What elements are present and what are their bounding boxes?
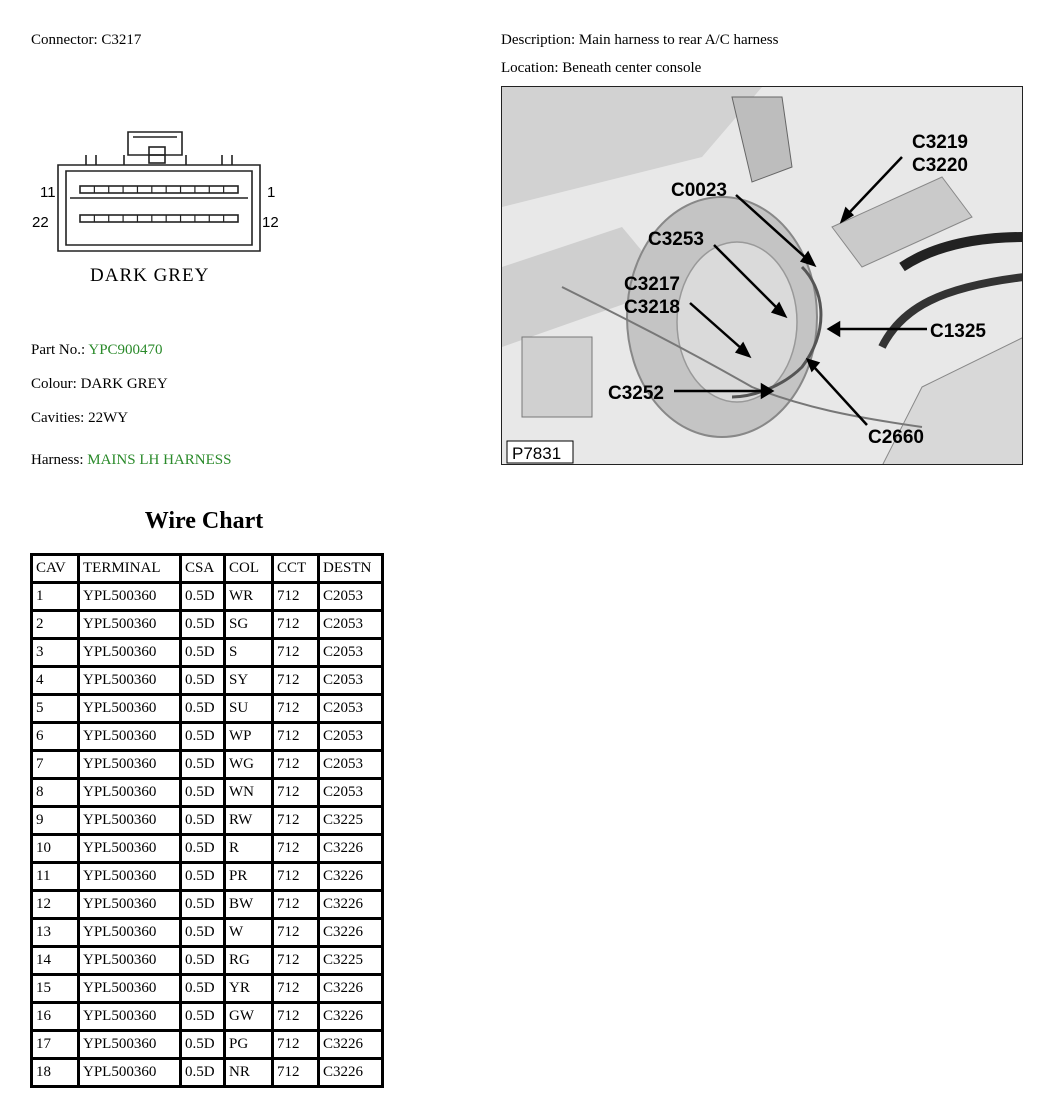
cell-csa: 0.5D bbox=[182, 892, 226, 920]
cell-cct: 712 bbox=[274, 864, 320, 892]
cell-csa: 0.5D bbox=[182, 696, 226, 724]
table-row bbox=[33, 668, 381, 696]
cell-destn: C3226 bbox=[320, 892, 381, 920]
cell-terminal: YPL500360 bbox=[80, 640, 182, 668]
cell-col: WG bbox=[226, 752, 274, 780]
cell-csa: 0.5D bbox=[182, 780, 226, 808]
location-line bbox=[501, 60, 701, 77]
cell-col: SY bbox=[226, 668, 274, 696]
cell-terminal: YPL500360 bbox=[80, 1032, 182, 1060]
cell-cav: 13 bbox=[33, 920, 80, 948]
cell-cct: 712 bbox=[274, 640, 320, 668]
cell-csa: 0.5D bbox=[182, 752, 226, 780]
callout-c3253: C3253 bbox=[648, 229, 704, 250]
cell-cav: 8 bbox=[33, 780, 80, 808]
cell-cct: 712 bbox=[274, 612, 320, 640]
pin-label-22: 22 bbox=[32, 214, 49, 231]
callout-c3219: C3219 bbox=[912, 132, 968, 153]
cell-terminal: YPL500360 bbox=[80, 752, 182, 780]
cell-csa: 0.5D bbox=[182, 1032, 226, 1060]
cell-terminal: YPL500360 bbox=[80, 612, 182, 640]
cell-col: S bbox=[226, 640, 274, 668]
table-row bbox=[33, 1032, 381, 1060]
table-row bbox=[33, 948, 381, 976]
cell-cav: 3 bbox=[33, 640, 80, 668]
cell-col: YR bbox=[226, 976, 274, 1004]
cell-terminal: YPL500360 bbox=[80, 948, 182, 976]
part-no-line bbox=[31, 342, 163, 359]
cell-cct: 712 bbox=[274, 836, 320, 864]
connector-line bbox=[31, 32, 141, 49]
connector-body bbox=[58, 165, 260, 251]
cell-cav: 10 bbox=[33, 836, 80, 864]
cell-csa: 0.5D bbox=[182, 1060, 226, 1085]
harness-link[interactable]: MAINS LH HARNESS bbox=[87, 452, 232, 468]
cell-col: WN bbox=[226, 780, 274, 808]
cavities-line bbox=[31, 410, 128, 427]
table-row bbox=[33, 724, 381, 752]
cell-destn: C3226 bbox=[320, 920, 381, 948]
cell-csa: 0.5D bbox=[182, 976, 226, 1004]
cell-terminal: YPL500360 bbox=[80, 696, 182, 724]
callout-c3218: C3218 bbox=[624, 297, 680, 318]
cavities-value: 22WY bbox=[88, 410, 129, 426]
cell-col: RG bbox=[226, 948, 274, 976]
cell-destn: C3226 bbox=[323, 1064, 364, 1080]
location-photo bbox=[501, 86, 1023, 465]
cell-cct: 712 bbox=[274, 752, 320, 780]
header-cct: CCT bbox=[274, 556, 320, 584]
table-row bbox=[33, 584, 381, 612]
cell-csa: 0.5D bbox=[182, 948, 226, 976]
cell-csa: 0.5D bbox=[182, 584, 226, 612]
cell-cav: 9 bbox=[33, 808, 80, 836]
cell-col: NR bbox=[226, 1060, 274, 1085]
table-row bbox=[33, 612, 381, 640]
cell-terminal: YPL500360 bbox=[80, 864, 182, 892]
cell-destn: C3226 bbox=[320, 864, 381, 892]
cell-destn: C3225 bbox=[320, 808, 381, 836]
callout-c1325: C1325 bbox=[930, 321, 986, 342]
wire-chart-table bbox=[30, 553, 384, 1088]
cell-cct: 712 bbox=[274, 1032, 320, 1060]
callout-c0023: C0023 bbox=[671, 180, 727, 201]
cell-destn: C2053 bbox=[320, 752, 381, 780]
location-label: Location: bbox=[501, 60, 559, 76]
cell-col: W bbox=[226, 920, 274, 948]
cell-destn: C2053 bbox=[320, 612, 381, 640]
cell-col: PR bbox=[226, 864, 274, 892]
cell-cct: 712 bbox=[274, 948, 320, 976]
header-csa: CSA bbox=[182, 556, 226, 584]
cell-csa: 0.5D bbox=[182, 808, 226, 836]
cell-cav: 11 bbox=[33, 864, 80, 892]
colour-value: DARK GREY bbox=[80, 376, 168, 392]
cell-terminal: YPL500360 bbox=[80, 976, 182, 1004]
cell-terminal: YPL500360 bbox=[80, 668, 182, 696]
cell-terminal: YPL500360 bbox=[80, 1060, 182, 1085]
description-line bbox=[501, 32, 778, 49]
cell-cct: 712 bbox=[274, 892, 320, 920]
cell-terminal: YPL500360 bbox=[80, 780, 182, 808]
cell-csa: 0.5D bbox=[182, 668, 226, 696]
cell-cct: 712 bbox=[274, 584, 320, 612]
connector-latch bbox=[128, 132, 182, 155]
table-row bbox=[33, 976, 381, 1004]
cell-destn: C2053 bbox=[320, 780, 381, 808]
cell-destn: C3225 bbox=[320, 948, 381, 976]
cell-cav: 7 bbox=[33, 752, 80, 780]
diagram-colour-text: DARK GREY bbox=[90, 265, 210, 286]
cell-col: RW bbox=[226, 808, 274, 836]
colour-label: Colour: bbox=[31, 376, 77, 392]
header-terminal: TERMINAL bbox=[80, 556, 182, 584]
cell-col: WP bbox=[226, 724, 274, 752]
table-row bbox=[33, 892, 381, 920]
cell-destn: C3226 bbox=[320, 976, 381, 1004]
cell-destn: C2053 bbox=[320, 724, 381, 752]
connector-face-diagram bbox=[30, 125, 290, 290]
table-row bbox=[33, 1004, 381, 1032]
cell-cav: 2 bbox=[33, 612, 80, 640]
cell-col: WR bbox=[226, 584, 274, 612]
cell-destn: C2053 bbox=[320, 584, 381, 612]
cell-cav: 16 bbox=[33, 1004, 80, 1032]
description-value: Main harness to rear A/C harness bbox=[578, 32, 779, 48]
cell-cav: 6 bbox=[33, 724, 80, 752]
cell-cav: 17 bbox=[33, 1032, 80, 1060]
callout-c3252: C3252 bbox=[608, 383, 664, 404]
pin-label-11: 11 bbox=[40, 184, 56, 201]
cell-terminal: YPL500360 bbox=[80, 836, 182, 864]
table-row bbox=[33, 1060, 381, 1085]
pin-row-top bbox=[80, 186, 238, 193]
location-photo-illustration bbox=[502, 87, 1023, 465]
cell-csa: 0.5D bbox=[182, 836, 226, 864]
cell-cct: 712 bbox=[274, 1060, 320, 1085]
cell-cct: 712 bbox=[274, 668, 320, 696]
cell-csa: 0.5D bbox=[182, 612, 226, 640]
callout-c2660: C2660 bbox=[868, 427, 924, 448]
cell-cct: 712 bbox=[274, 780, 320, 808]
cell-csa: 0.5D bbox=[182, 724, 226, 752]
cell-col: SU bbox=[226, 696, 274, 724]
cell-destn: C2053 bbox=[320, 640, 381, 668]
cell-destn: C3226 bbox=[320, 1032, 381, 1060]
cell-terminal: YPL500360 bbox=[80, 920, 182, 948]
callout-c3217: C3217 bbox=[624, 274, 680, 295]
cell-terminal: YPL500360 bbox=[80, 808, 182, 836]
table-row bbox=[33, 836, 381, 864]
cell-cav: 14 bbox=[33, 948, 80, 976]
cell-col: SG bbox=[226, 612, 274, 640]
pin-label-12: 12 bbox=[262, 214, 279, 231]
table-row bbox=[33, 920, 381, 948]
pin-row-bottom bbox=[80, 215, 238, 222]
harness-line bbox=[31, 452, 231, 469]
table-row bbox=[33, 640, 381, 668]
cell-col: R bbox=[226, 836, 274, 864]
header-destn: DESTN bbox=[320, 556, 381, 584]
cavities-label: Cavities: bbox=[31, 410, 85, 426]
table-row bbox=[33, 752, 381, 780]
cell-destn: C3226 bbox=[320, 836, 381, 864]
cell-csa: 0.5D bbox=[182, 1004, 226, 1032]
cell-cav: 12 bbox=[33, 892, 80, 920]
cell-cct: 712 bbox=[274, 920, 320, 948]
cell-csa: 0.5D bbox=[182, 640, 226, 668]
cell-cav: 1 bbox=[33, 584, 80, 612]
cell-cav: 18 bbox=[33, 1060, 80, 1085]
cell-csa: 0.5D bbox=[182, 864, 226, 892]
harness-label: Harness: bbox=[31, 452, 84, 468]
cell-terminal: YPL500360 bbox=[80, 892, 182, 920]
cell-terminal: YPL500360 bbox=[80, 584, 182, 612]
table-row bbox=[33, 808, 381, 836]
connector-id: C3217 bbox=[101, 32, 142, 48]
wire-chart-body bbox=[33, 584, 381, 1085]
table-row bbox=[33, 696, 381, 724]
cell-destn: C2053 bbox=[320, 668, 381, 696]
colour-line bbox=[31, 376, 168, 393]
connector-label: Connector: bbox=[31, 32, 98, 48]
cell-cct: 712 bbox=[274, 724, 320, 752]
cell-terminal: YPL500360 bbox=[80, 1004, 182, 1032]
cell-cct: 712 bbox=[274, 696, 320, 724]
table-row bbox=[33, 864, 381, 892]
cell-csa: 0.5D bbox=[182, 920, 226, 948]
cell-col: PG bbox=[226, 1032, 274, 1060]
cell-cav: 15 bbox=[33, 976, 80, 1004]
cell-cct: 712 bbox=[274, 1004, 320, 1032]
cell-col: GW bbox=[226, 1004, 274, 1032]
table-row bbox=[33, 780, 381, 808]
cell-terminal: YPL500360 bbox=[80, 724, 182, 752]
wire-chart-title: Wire Chart bbox=[144, 508, 264, 534]
cell-cav: 5 bbox=[33, 696, 80, 724]
header-cav: CAV bbox=[33, 556, 80, 584]
cell-cct: 712 bbox=[274, 808, 320, 836]
location-value: Beneath center console bbox=[562, 60, 702, 76]
part-no-link[interactable]: YPC900470 bbox=[88, 342, 163, 358]
description-label: Description: bbox=[501, 32, 576, 48]
wire-chart-header-row bbox=[33, 556, 381, 584]
cell-cct: 712 bbox=[274, 976, 320, 1004]
pin-label-1: 1 bbox=[267, 184, 276, 201]
cell-col: BW bbox=[226, 892, 274, 920]
cell-destn: C3226 bbox=[320, 1004, 381, 1032]
cell-cav: 4 bbox=[33, 668, 80, 696]
photo-code: P7831 bbox=[512, 444, 562, 463]
header-col: COL bbox=[226, 556, 274, 584]
cell-destn: C2053 bbox=[320, 696, 381, 724]
part-no-label: Part No.: bbox=[31, 342, 86, 358]
callout-c3220: C3220 bbox=[912, 155, 968, 176]
